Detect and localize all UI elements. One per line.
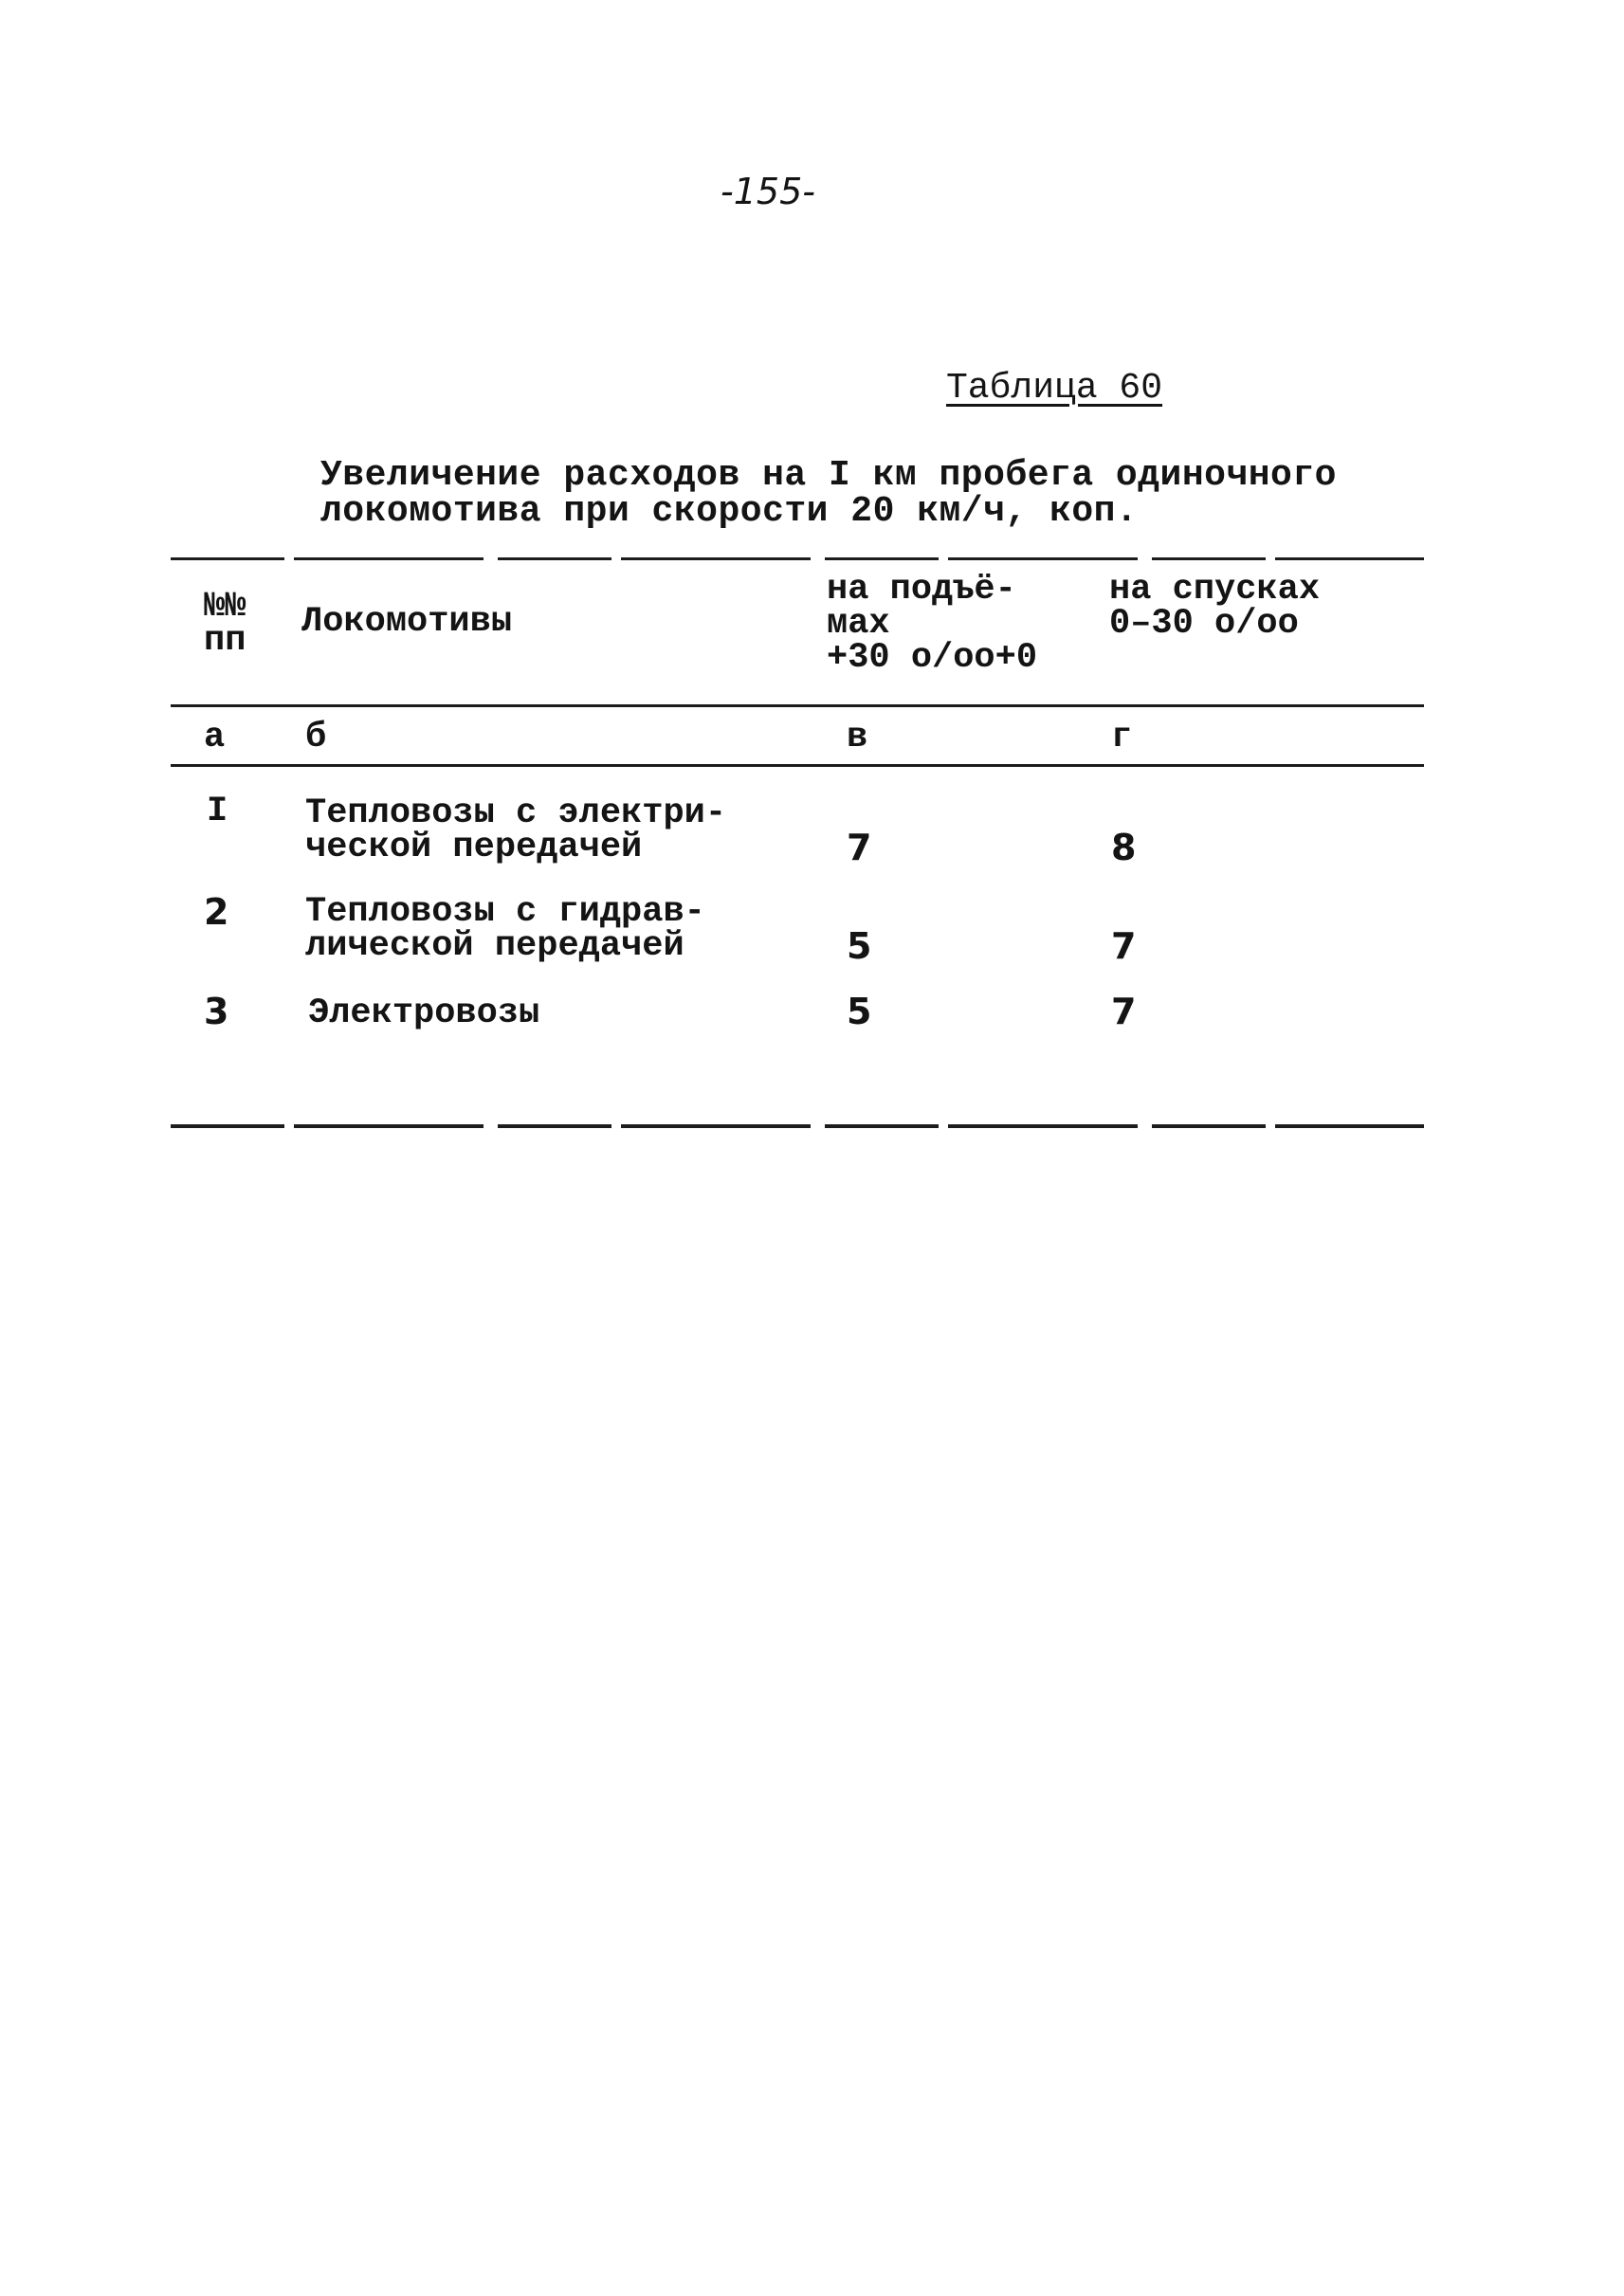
row-2-name: Тепловозы с гидрав- лической передачей: [305, 892, 705, 966]
header-num: №№ пп: [204, 587, 246, 661]
row-2-num: 2: [204, 891, 229, 933]
row-1-num: I: [207, 792, 228, 831]
col-letter-a: а: [204, 718, 226, 757]
table-caption-line-2: локомотива при скорости 20 км/ч, коп.: [320, 491, 1139, 532]
row-2-downhill: 7: [1111, 925, 1137, 967]
row-3-num: 3: [204, 991, 229, 1032]
header-downhill: на спусках 0–30 о/оо: [1109, 570, 1321, 644]
table-label: Таблица 60: [946, 368, 1163, 409]
letters-rule: [171, 764, 1424, 767]
table-bottom-rule: [171, 1124, 1424, 1128]
header-uphill: на подъё- мах +30 о/оо+0: [827, 570, 1038, 678]
header-rule: [171, 704, 1424, 707]
col-letter-b: б: [305, 718, 327, 757]
header-locomotives: Локомотивы: [301, 602, 513, 642]
page-number: -155-: [721, 171, 815, 212]
row-3-downhill: 7: [1111, 991, 1137, 1032]
row-2-uphill: 5: [847, 925, 872, 967]
row-3-name: Электровозы: [308, 993, 540, 1033]
row-1-uphill: 7: [847, 827, 872, 868]
col-letter-g: г: [1111, 718, 1133, 757]
row-1-name: Тепловозы с электри- ческой передачей: [305, 793, 727, 867]
table-caption-line-1: Увеличение расходов на I км пробега одиночного: [320, 455, 1337, 496]
table-top-rule: [171, 557, 1424, 560]
row-1-downhill: 8: [1111, 827, 1137, 868]
row-3-uphill: 5: [847, 991, 872, 1032]
col-letter-v: в: [847, 718, 868, 757]
